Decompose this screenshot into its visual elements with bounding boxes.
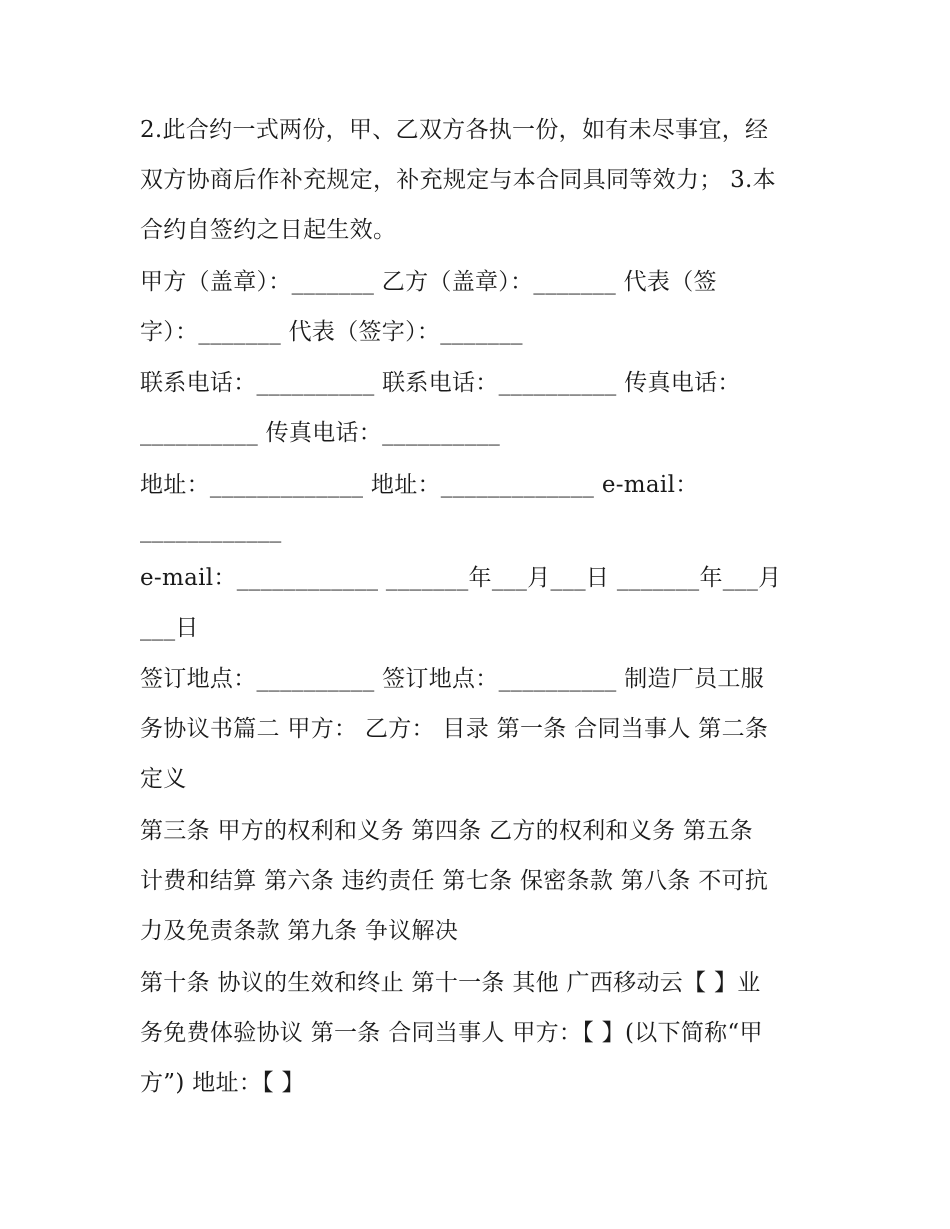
toc-line: 计费和结算 第六条 违约责任 第七条 保密条款 第八条 不可抗 (140, 868, 769, 894)
text-line: 务免费体验协议 第一条 合同当事人 甲方：【 】(以下简称“甲 (140, 1020, 763, 1046)
toc-line: 力及免责条款 第九条 争议解决 (140, 918, 459, 944)
text-line: 方”) 地址：【 】 (140, 1070, 305, 1096)
fax-line: __________ 传真电话：__________ (140, 420, 501, 446)
phone-line: 联系电话：__________ 联系电话：__________ 传真电话： (140, 370, 741, 396)
text-line: 定义 (140, 766, 187, 792)
text-line: 2.此合约一式两份，甲、乙双方各执一份，如有未尽事宜，经 (140, 117, 769, 143)
text-line: 合约自签约之日起生效。 (140, 217, 397, 243)
address-line: 地址：_____________ 地址：_____________ e-mail： (140, 472, 699, 498)
text-line: 第十条 协议的生效和终止 第十一条 其他 广西移动云【 】业 (140, 970, 761, 996)
signature-line: 字）：_______ 代表（签字）：_______ (140, 319, 523, 345)
signature-line: 甲方（盖章）：_______ 乙方（盖章）：_______ 代表（签 (140, 269, 717, 295)
toc-line: 第三条 甲方的权利和义务 第四条 乙方的权利和义务 第五条 (140, 818, 753, 844)
signing-place-line: 签订地点：__________ 签订地点：__________ 制造厂员工服 (140, 666, 765, 692)
email-date-line: e-mail：____________ _______年___月___日 _______年___月 (140, 565, 782, 591)
text-line: 双方协商后作补充规定，补充规定与本合同具同等效力； 3.本 (140, 167, 776, 193)
date-line: ___日 (140, 615, 199, 641)
email-blank-line: ____________ (140, 517, 282, 543)
text-line: 务协议书篇二 甲方： 乙方： 目录 第一条 合同当事人 第二条 (140, 716, 769, 742)
